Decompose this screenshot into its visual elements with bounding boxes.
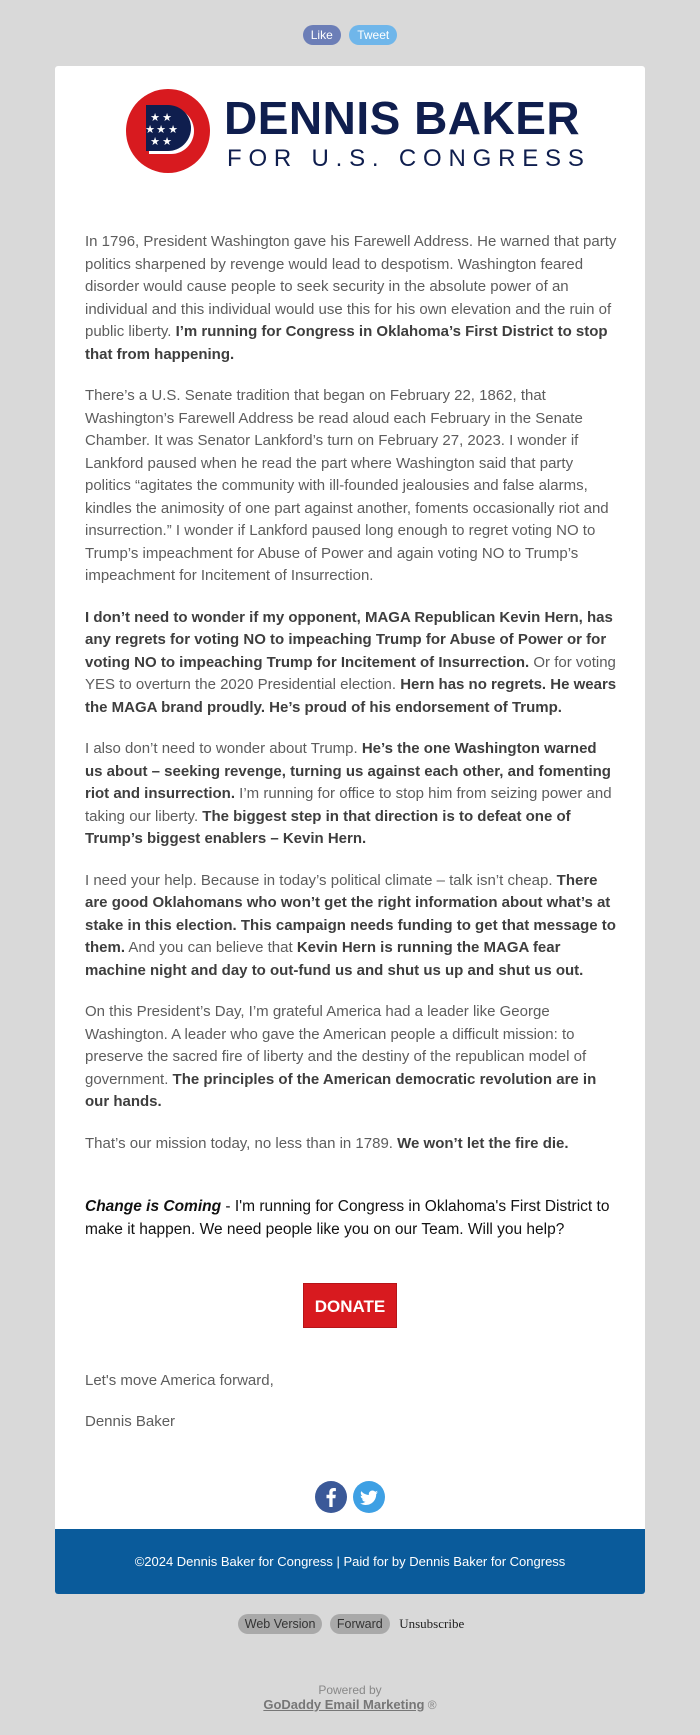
facebook-icon xyxy=(315,1481,347,1513)
emphasis-text: I don’t need to wonder if my opponent, MAGA Republican Kevin Hern, has any regrets for voting NO to impeaching Trump for Abuse of Power or for voting NO to impeaching Trump for Incitement of Insurrection. xyxy=(85,608,613,671)
unsubscribe-link[interactable]: Unsubscribe xyxy=(399,1616,465,1631)
body-paragraph xyxy=(85,231,617,366)
emphasis-text: The biggest step in that direction is to defeat one of Trump’s biggest enablers – Kevin Hern. xyxy=(85,807,571,847)
svg-text:★: ★ xyxy=(162,111,172,124)
godaddy-link[interactable]: GoDaddy Email Marketing xyxy=(263,1697,425,1712)
body-paragraph xyxy=(85,1001,617,1114)
body-paragraph xyxy=(85,385,617,588)
paragraph-text: That’s our mission today, no less than in 1789. xyxy=(85,1134,398,1152)
facebook-like-button[interactable]: Like xyxy=(303,25,341,45)
closing-line: Let's move America forward, xyxy=(85,1372,274,1389)
signature: Dennis Baker xyxy=(85,1413,176,1430)
body-paragraph xyxy=(85,870,617,983)
twitter-icon xyxy=(353,1481,385,1513)
registered-mark: ® xyxy=(424,1698,437,1712)
powered-by-label: Powered by xyxy=(318,1683,382,1697)
paragraph-text: There’s a U.S. Senate tradition that began on February 22, 1862, that Washington’s Farewell Address be read aloud each February in the Senate Chamber. It was Senator Lankford’s turn on February 27, 2023. I wonder if Lankford paused when he read the part where Washington said that party politics “agitates the community with ill-founded jealousies and false alarms, kindles the animosity of one part against another, foments occasionally riot and insurrection.” I wonder if Lankford paused long enough to regret voting NO to Trump’s impeachment for Abuse of Power and again voting NO to Trump’s impeachment for Incitement of Insurrection. xyxy=(85,387,609,584)
email-card xyxy=(55,66,645,1594)
cta-headline: Change is Coming xyxy=(85,1198,222,1215)
powered-by xyxy=(0,1683,700,1712)
twitter-link[interactable] xyxy=(353,1481,385,1513)
call-to-action xyxy=(85,1195,617,1241)
paragraph-text: In 1796, President Washington gave his Farewell Address. He warned that party politics sharpened by revenge would lead to despotism. Washington feared disorder would cause people to seek security in the absolute power of an individual and this individual would use this for his own elevation and the ruin of public liberty. xyxy=(85,233,617,340)
svg-text:★: ★ xyxy=(145,123,155,136)
paragraph-text: On this President’s Day, I’m grateful America had a leader like George Washington. A leader who gave the American people a difficult mission: to preserve the sacred fire of liberty and the destiny of the republican model of government. xyxy=(85,1003,587,1088)
body-paragraph xyxy=(85,1133,617,1156)
footer-band: ©2024 Dennis Baker for Congress | Paid for by Dennis Baker for Congress xyxy=(55,1529,645,1594)
svg-text:★: ★ xyxy=(150,135,160,148)
paragraph-text: Or for voting YES to overturn the 2020 Presidential election. xyxy=(85,653,616,693)
cta-text: - I'm running for Congress in Oklahoma's First District to make it happen. We need people like you on our Team. Will you help? xyxy=(85,1198,610,1238)
emphasis-text: We won’t let the fire die. xyxy=(397,1134,569,1152)
body-paragraph xyxy=(85,738,617,851)
emphasis-text: I’m running for Congress in Oklahoma’s First District to stop that from happening. xyxy=(85,323,608,363)
social-links xyxy=(315,1481,387,1513)
candidate-name: DENNIS BAKER xyxy=(224,92,581,144)
candidate-office: FOR U.S. CONGRESS xyxy=(227,145,591,172)
tweet-button[interactable]: Tweet xyxy=(349,25,397,45)
body-paragraph xyxy=(85,607,617,720)
paragraph-text: I need your help. Because in today’s political climate – talk isn’t cheap. xyxy=(85,871,557,889)
campaign-logo xyxy=(126,89,591,179)
svg-text:★: ★ xyxy=(150,111,160,124)
paragraph-text: I’m running for office to stop him from seizing power and taking our liberty. xyxy=(85,785,612,825)
emphasis-text: He’s the one Washington warned us about – seeking revenge, turning us against each other, and fomenting riot and insurrection. xyxy=(85,740,611,802)
donate-button[interactable]: DONATE xyxy=(303,1283,397,1328)
svg-text:★: ★ xyxy=(162,135,172,148)
emphasis-text: There are good Oklahomans who won’t get the right information about what’s at stake in this election. This campaign needs funding to get that message to them. xyxy=(85,871,616,956)
svg-text:★: ★ xyxy=(156,123,166,136)
emphasis-text: Hern has no regrets. He wears the MAGA brand proudly. He’s proud of his endorsement of Trump. xyxy=(85,676,617,716)
svg-text:★: ★ xyxy=(168,123,178,136)
top-social-bar xyxy=(0,25,700,45)
email-body xyxy=(85,231,617,1174)
paragraph-text: I also don’t need to wonder about Trump. xyxy=(85,740,362,757)
emphasis-text: Kevin Hern is running the MAGA fear machine night and day to out-fund us and shut us up and shut us out. xyxy=(85,939,584,979)
paragraph-text: And you can believe that xyxy=(125,939,297,956)
logo-emblem-icon xyxy=(126,89,210,173)
emphasis-text: The principles of the American democratic revolution are in our hands. xyxy=(85,1070,597,1110)
email-footer-links xyxy=(0,1614,700,1634)
facebook-link[interactable] xyxy=(315,1481,347,1513)
forward-link[interactable]: Forward xyxy=(330,1614,390,1634)
web-version-link[interactable]: Web Version xyxy=(238,1614,323,1634)
